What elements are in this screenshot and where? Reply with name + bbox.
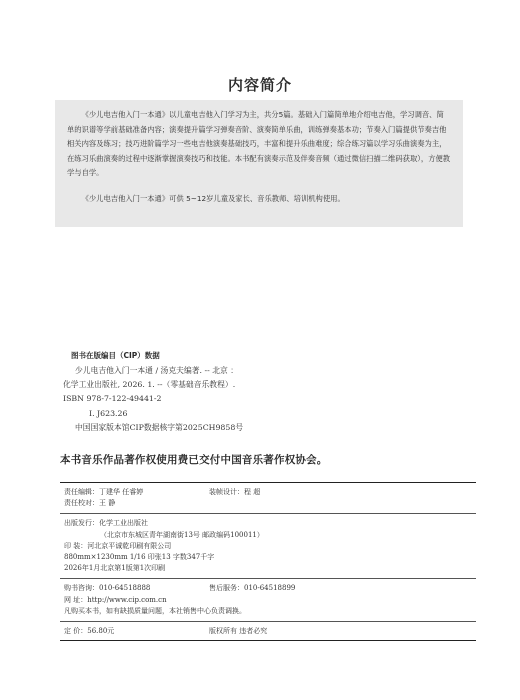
proof-label: 责任校对： bbox=[64, 499, 99, 508]
print-label: 印 装： bbox=[64, 541, 88, 550]
proof-row bbox=[64, 498, 476, 509]
web-label: 网 址： bbox=[64, 595, 88, 604]
edition-info: 2026年1月北京第1版第1次印刷 bbox=[64, 564, 166, 573]
divider bbox=[60, 513, 476, 514]
web-row bbox=[64, 595, 476, 606]
book-spec: 880mm×1230mm 1/16 印张13 字数347千字 bbox=[64, 553, 215, 562]
editor-value: 丁建华 任睿婷 bbox=[99, 488, 144, 496]
purchase-row bbox=[64, 583, 476, 594]
editor-row bbox=[64, 487, 476, 498]
publisher-row bbox=[64, 518, 476, 529]
divider bbox=[60, 578, 476, 579]
cip-publisher-line: 化学工业出版社, 2026. 1. --（零基础音乐教程）. bbox=[63, 380, 236, 390]
defect-note: 凡购买本书，如有缺损质量问题，本社销售中心负责调换。 bbox=[64, 606, 246, 615]
rights-notice: 版权所有 违者必究 bbox=[209, 627, 268, 636]
publisher-label: 出版发行： bbox=[64, 519, 99, 528]
edition-row bbox=[64, 563, 476, 574]
print-row bbox=[64, 541, 476, 552]
publisher-address: （北京市东城区青年湖南街13号 邮政编码100011） bbox=[100, 530, 264, 539]
cip-classification: Ⅰ. J623.26 bbox=[89, 408, 128, 418]
divider bbox=[60, 640, 476, 641]
summary-box bbox=[55, 100, 463, 227]
cip-isbn: ISBN 978-7-122-49441-2 bbox=[63, 394, 162, 404]
summary-audience-paragraph: 《少儿电吉他入门一本通》可供 5~12岁儿童及家长、音乐教师、培训机构使用。 bbox=[81, 193, 345, 203]
design-label: 装帧设计： bbox=[209, 488, 244, 496]
price-row bbox=[64, 626, 476, 637]
proof-value: 王 静 bbox=[99, 499, 116, 508]
divider bbox=[60, 482, 476, 483]
cip-title-line: 少儿电吉他入门一本通 / 汤克夫编著. -- 北京 ： bbox=[75, 366, 239, 375]
purchase-phone: 010-64518888 bbox=[99, 584, 151, 593]
defect-row bbox=[64, 606, 476, 617]
print-value: 河北京平诚乾印刷有限公司 bbox=[87, 541, 172, 550]
copyright-notice: 本书音乐作品著作权使用费已交付中国音乐著作权协会。 bbox=[60, 454, 328, 466]
purchase-label: 购书咨询： bbox=[64, 584, 99, 593]
service-label: 售后服务： bbox=[209, 584, 244, 593]
design-value: 程 超 bbox=[244, 488, 261, 496]
page-title: 内容简介 bbox=[227, 76, 292, 94]
summary-paragraph: 《少儿电吉他入门一本通》以儿童电吉他入门学习为主，共分5篇。基础入门篇简单地介绍电吉他，学习调音、简单的识谱等学前基础准备内容；演奏提升篇学习弹奏音阶、演奏简单乐曲，训练弹奏基本功；节奏入门篇提供节奏吉他相关内容及练习；技巧进阶篇学习一些电吉他演奏基础技巧，丰富和提升乐曲难度；综合练习篇以学习乐曲演奏为主，在练习乐曲演奏的过程中逐渐掌握演奏技巧和技能。本书配有演奏示范及伴奏音频（通过微信扫描二维码获取），方便教学与自学。 bbox=[67, 110, 451, 177]
cip-heading: 图书在版编目（CIP）数据 bbox=[71, 351, 160, 360]
divider bbox=[60, 621, 476, 622]
spec-row bbox=[64, 552, 476, 563]
address-row bbox=[64, 530, 476, 541]
cip-block bbox=[63, 350, 483, 435]
editor-label: 责任编辑： bbox=[64, 488, 99, 496]
service-phone: 010-64518899 bbox=[244, 584, 296, 593]
price-label: 定 价： bbox=[64, 627, 88, 636]
publication-info bbox=[60, 482, 476, 641]
cip-record-number: 中国国家版本馆CIP数据核字第2025CH9858号 bbox=[75, 422, 244, 432]
publisher-value: 化学工业出版社 bbox=[99, 519, 148, 528]
price-value: 56.80元 bbox=[87, 627, 115, 636]
web-url: http://www.cip.com.cn bbox=[87, 595, 167, 604]
